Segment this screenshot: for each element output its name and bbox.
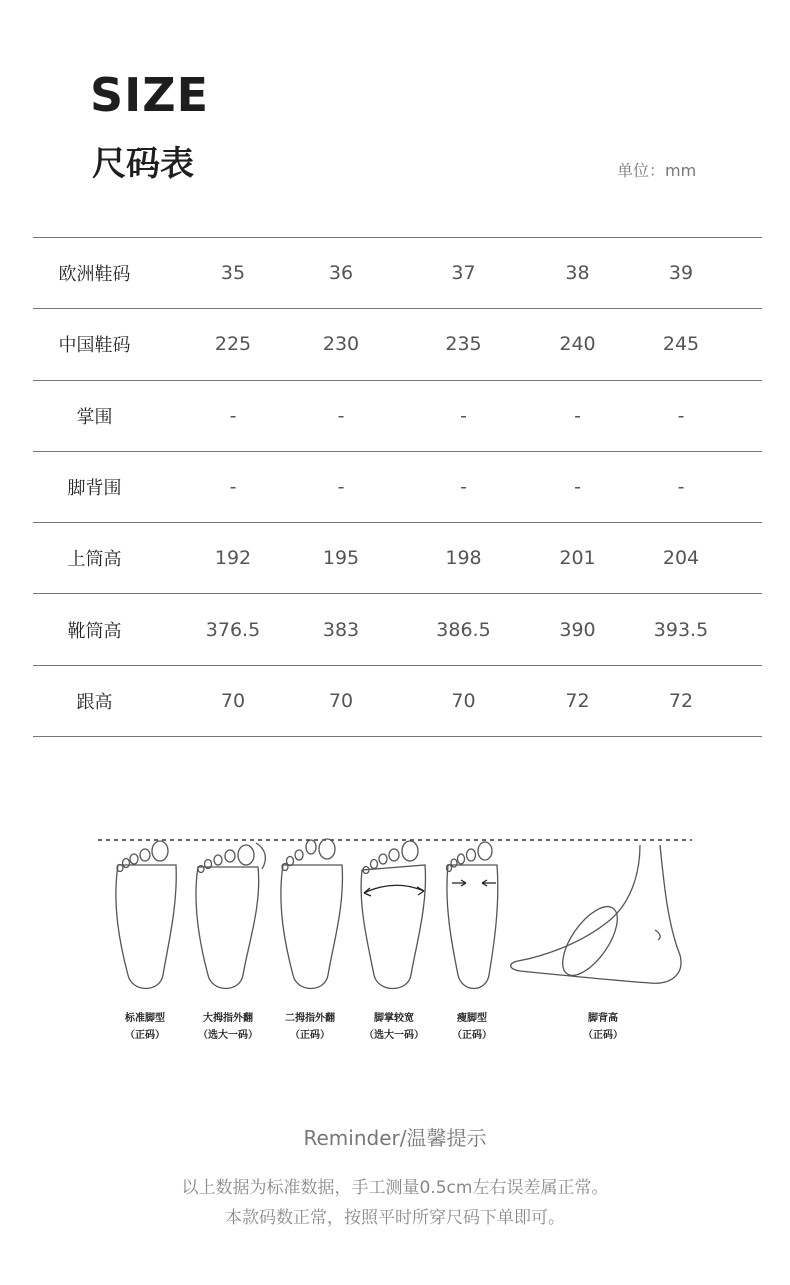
foot-type-label: 脚背高 （正码） <box>583 1013 623 1041</box>
table-cell: 225 <box>214 333 252 356</box>
standard-foot-icon <box>116 841 176 989</box>
title-en: SIZE <box>90 68 210 122</box>
size-table <box>33 237 762 737</box>
row-label: 掌围 <box>76 406 113 428</box>
table-cell: 198 <box>445 547 482 570</box>
table-cell: - <box>574 476 581 499</box>
table-cell: 235 <box>445 333 482 356</box>
title-cn: 尺码表 <box>92 144 194 184</box>
table-cell: - <box>677 476 685 499</box>
note-line: 本款码数正常，按照平时所穿尺码下单即可。 <box>225 1208 565 1228</box>
second-toe-foot-icon <box>281 839 343 989</box>
table-cell: - <box>229 404 237 427</box>
table-cell: 386.5 <box>436 618 491 641</box>
unit-label: 单位：mm <box>617 161 697 180</box>
row-label: 靴筒高 <box>67 620 122 642</box>
table-row <box>33 523 762 594</box>
table-cell: 70 <box>451 689 476 712</box>
table-cell: 245 <box>662 333 700 356</box>
row-label: 脚背围 <box>67 478 122 500</box>
bunion-foot-icon <box>196 843 265 989</box>
table-cell: 230 <box>322 333 360 356</box>
table-cell: 39 <box>668 262 694 285</box>
table-cell: 72 <box>565 689 590 712</box>
table-cell: 376.5 <box>205 618 261 641</box>
foot-types-illustration <box>0 825 790 1005</box>
table-cell: - <box>460 476 467 499</box>
foot-type-label: 标准脚型 （正码） <box>125 1013 165 1041</box>
high-instep-foot-icon <box>511 845 681 984</box>
table-row <box>33 665 762 736</box>
reminder-title: Reminder/温馨提示 <box>303 1126 487 1150</box>
table-cell: - <box>337 404 345 427</box>
slim-foot-icon <box>447 842 498 989</box>
table-cell: 383 <box>322 618 360 641</box>
table-cell: - <box>229 476 237 499</box>
table-cell: 37 <box>451 262 476 285</box>
table-cell: - <box>460 404 467 427</box>
wide-foot-icon <box>361 841 425 989</box>
table-row <box>33 309 762 380</box>
table-row <box>33 594 762 665</box>
table-cell: 70 <box>328 689 354 712</box>
table-row <box>33 238 762 309</box>
table-cell: 204 <box>662 547 700 570</box>
table-cell: 390 <box>559 618 596 641</box>
row-label: 上筒高 <box>67 549 122 571</box>
table-cell: 38 <box>565 262 590 285</box>
table-cell: 192 <box>214 547 252 570</box>
row-label: 欧洲鞋码 <box>58 264 131 286</box>
table-cell: 393.5 <box>653 618 709 641</box>
table-row <box>33 380 762 451</box>
table-cell: - <box>677 404 685 427</box>
foot-type-label: 二拇指外翻 （正码） <box>285 1013 335 1041</box>
table-cell: 70 <box>220 689 246 712</box>
row-label: 跟高 <box>76 691 113 713</box>
note-line: 以上数据为标准数据，手工测量0.5cm左右误差属正常。 <box>181 1178 609 1198</box>
table-cell: - <box>337 476 345 499</box>
table-cell: 35 <box>220 262 246 285</box>
table-cell: 240 <box>559 333 596 356</box>
table-row <box>33 451 762 522</box>
table-cell: 201 <box>559 547 596 570</box>
table-cell: 36 <box>328 262 354 285</box>
foot-type-label: 瘦脚型 （正码） <box>452 1013 492 1041</box>
table-cell: 72 <box>668 689 694 712</box>
row-label: 中国鞋码 <box>58 335 131 357</box>
table-cell: 195 <box>322 547 360 570</box>
foot-type-label: 脚掌较宽 （选大一码） <box>364 1013 424 1041</box>
foot-type-label: 大拇指外翻 （选大一码） <box>198 1013 258 1041</box>
table-cell: - <box>574 404 581 427</box>
